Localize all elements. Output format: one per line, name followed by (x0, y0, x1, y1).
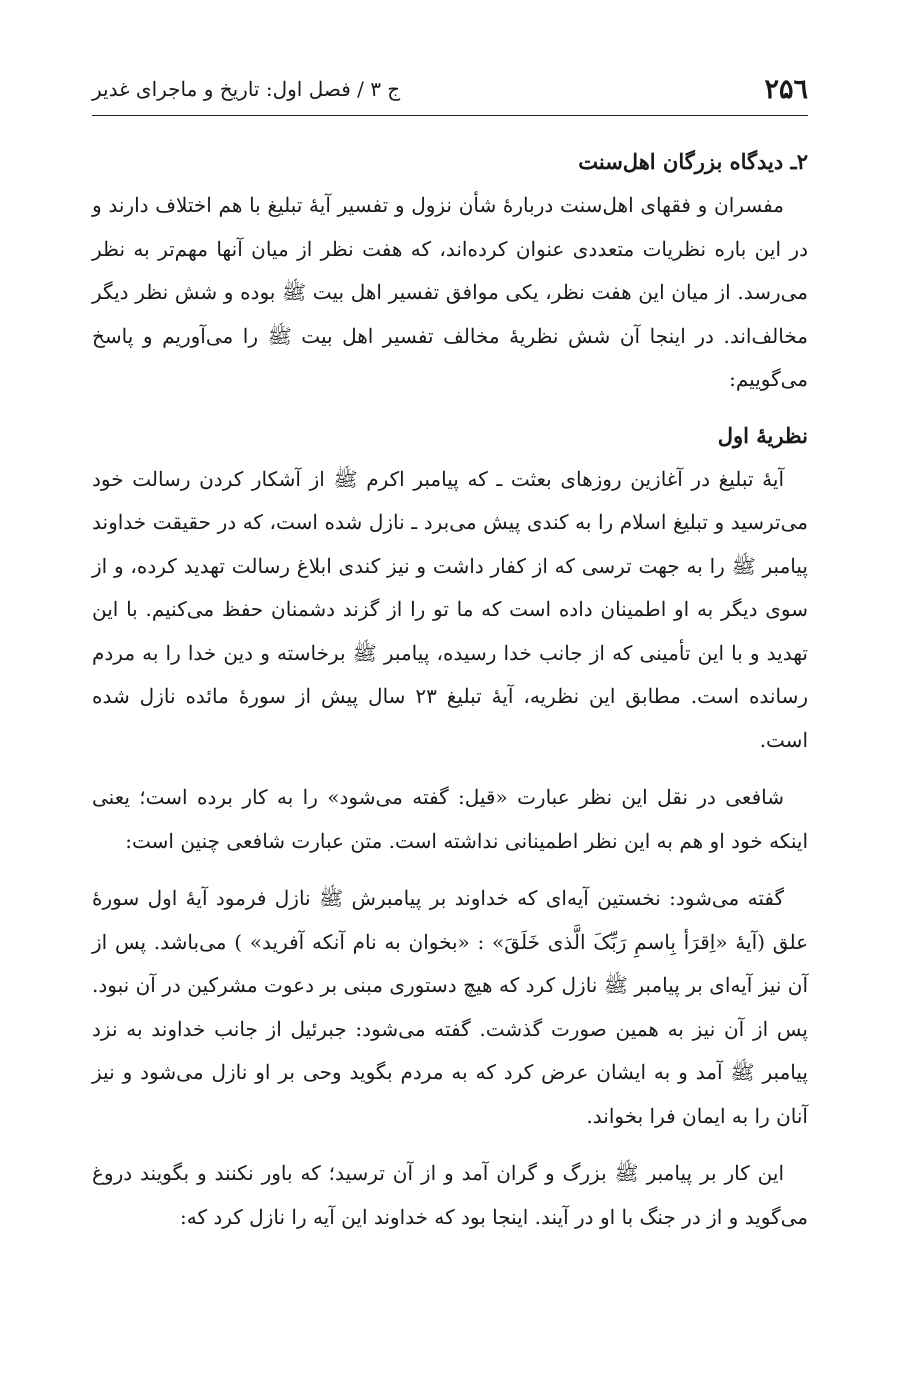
header-rule (92, 115, 808, 116)
body-paragraph-2: شافعی در نقل این نظر عبارت «قیل: گفته می‌شود» را به کار برده است؛ یعنی اینکه خود او هم به این نظر اطمینانی نداشته است. متن عبارت شافعی چنین است: (92, 785, 808, 853)
body-paragraph-4: این کار بر پیامبر ﷺ بزرگ و گران آمد و از آن ترسید؛ که باور نکنند و بگویند دروغ می‌گوید و از در جنگ با او در آیند. اینجا بود که خداوند این آیه را نازل کرد که: (92, 1161, 808, 1229)
section-heading: ۲ـ دیدگاه بزرگان اهل‌سنت (578, 149, 808, 174)
subsection-heading: نظریهٔ اول (717, 422, 808, 448)
page-number: ۲۵٦ (764, 73, 808, 105)
body-paragraph-1: آیهٔ تبلیغ در آغازین روزهای بعثت ـ که پیامبر اکرم ﷺ از آشکار کردن رسالت خود می‌ترسید و تبلیغ اسلام را به کندی پیش می‌برد ـ نازل شده است، که در حقیقت خداوند پیامبر ﷺ را به جهت ترسی که از کفار داشت و نیز کندی ابلاغ رسالت تهدید کرده، و از سوی دیگر به او اطمینان داده است که ما تو را از گزند دشمنان حفظ می‌کنیم. با این تهدید و با این تأمینی که از جانب خدا رسیده، پیامبر ﷺ برخاسته و دین خدا را به مردم رسانده است. مطابق این نظریه، آیهٔ تبلیغ ۲۳ سال پیش از سورهٔ مائده نازل شده است. (92, 466, 809, 752)
page-content (92, 140, 808, 1239)
body-paragraph-3: گفته می‌شود: نخستین آیه‌ای که خداوند بر پیامبرش ﷺ نازل فرمود آیهٔ اول سورهٔ علق (آیهٔ «اِقرَأ بِاسمِ رَبِّکَ الَّذی خَلَقَ» : «بخوان به نام آنکه آفرید» ) می‌باشد. پس از آن نیز آیه‌ای بر پیامبر ﷺ نازل کرد که هیچ دستوری مبنی بر دعوت مشرکین در آن نبود. پس از آن نیز به همین صورت گذشت. گفته می‌شود: جبرئیل از جانب خداوند به نزد پیامبر ﷺ آمد و به ایشان عرض کرد که به مردم بگوید وحی بر او نازل می‌شود و نیز آنان را به ایمان فرا بخواند. (92, 886, 808, 1128)
intro-paragraph: مفسران و فقهای اهل‌سنت دربارهٔ شأن نزول و تفسیر آیهٔ تبلیغ با هم اختلاف دارند و در این باره نظریات متعددی عنوان کرده‌اند، که هفت نظر از میان آنها مهم‌تر به نظر می‌رسد. از میان این هفت نظر، یکی موافق تفسیر اهل بیت ﷺ بوده و شش نظر دیگر مخالف‌اند. در اینجا آن شش نظریهٔ مخالف تفسیر اهل بیت ﷺ را می‌آوریم و پاسخ می‌گوییم: (92, 193, 808, 391)
running-head: ج ۳ / فصل اول: تاریخ و ماجرای غدیر (92, 77, 401, 101)
page-header (92, 62, 808, 116)
